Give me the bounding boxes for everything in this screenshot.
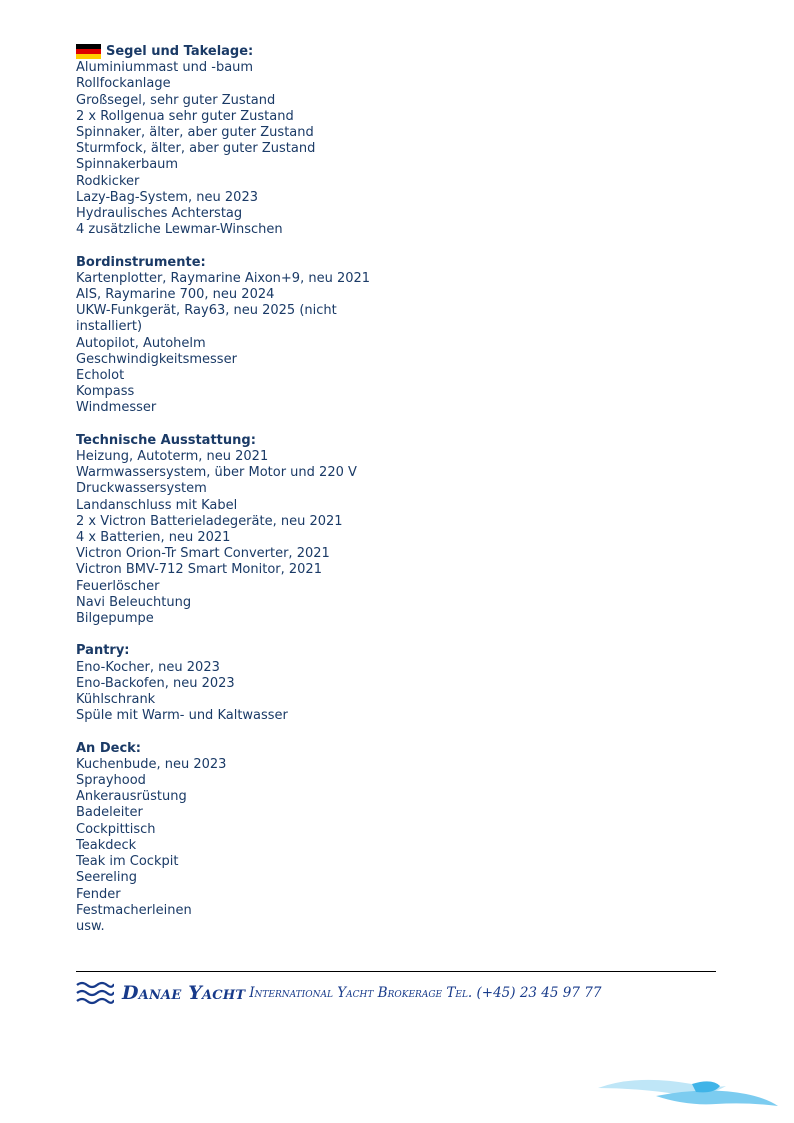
list-item: Großsegel, sehr guter Zustand	[76, 92, 276, 108]
section-sails-rigging	[76, 44, 406, 238]
list-item: Eno-Kocher, neu 2023	[76, 659, 220, 675]
list-item: Hydraulisches Achterstag	[76, 206, 243, 222]
section-instruments	[76, 255, 406, 417]
list-item: Spüle mit Warm- und Kaltwasser	[76, 708, 288, 724]
list-item: Feuerlöscher	[76, 578, 160, 594]
list-item: Kartenplotter, Raymarine Aixon+9, neu 2021	[76, 270, 371, 286]
list-item: Ankerausrüstung	[76, 789, 187, 805]
list-item: Seereling	[76, 870, 138, 886]
section-deck	[76, 741, 406, 935]
list-item: Sturmfock, älter, aber guter Zustand	[76, 141, 316, 157]
wave-watermark-icon	[596, 1076, 780, 1112]
section-heading: An Deck:	[76, 740, 141, 756]
list-item: Victron Orion-Tr Smart Converter, 2021	[76, 546, 330, 562]
german-flag-icon	[76, 44, 101, 59]
list-item: Rollfockanlage	[76, 76, 171, 92]
list-item: Bilgepumpe	[76, 611, 154, 627]
section-heading: Technische Ausstattung:	[76, 432, 256, 448]
list-item: Rodkicker	[76, 173, 140, 189]
footer	[76, 976, 716, 1010]
section-pantry	[76, 643, 406, 724]
list-item: Cockpittisch	[76, 821, 156, 837]
list-item: Fender	[76, 886, 121, 902]
footer-divider	[76, 971, 716, 972]
list-item: usw.	[76, 918, 105, 934]
section-technical	[76, 433, 406, 627]
list-item: Sprayhood	[76, 773, 146, 789]
equipment-list	[76, 44, 406, 951]
list-item: Echolot	[76, 368, 125, 384]
section-heading: Segel und Takelage:	[106, 44, 254, 59]
list-item: Spinnakerbaum	[76, 157, 179, 173]
list-item: Druckwassersystem	[76, 481, 207, 497]
list-item: Eno-Backofen, neu 2023	[76, 675, 235, 691]
list-item: Kühlschrank	[76, 692, 156, 708]
list-item: Geschwindigkeitsmesser	[76, 351, 237, 367]
list-item: Teak im Cockpit	[76, 854, 179, 870]
list-item: Warmwassersystem, über Motor und 220 V	[76, 465, 357, 481]
list-item: Kompass	[76, 384, 135, 400]
list-item: Victron BMV-712 Smart Monitor, 2021	[76, 562, 322, 578]
list-item: Spinnaker, älter, aber guter Zustand	[76, 125, 314, 141]
list-item: Lazy-Bag-System, neu 2023	[76, 189, 258, 205]
list-item: Badeleiter	[76, 805, 143, 821]
list-item: AIS, Raymarine 700, neu 2024	[76, 287, 275, 303]
list-item: Teakdeck	[76, 837, 137, 853]
list-item: 2 x Victron Batterieladegeräte, neu 2021	[76, 513, 343, 529]
list-item: Landanschluss mit Kabel	[76, 497, 238, 513]
section-heading-row	[76, 44, 406, 60]
list-item: Festmacherleinen	[76, 902, 192, 918]
list-item: Navi Beleuchtung	[76, 594, 192, 610]
brand-tagline: International Yacht Brokerage Tel. (+45) 23 45 97 77	[249, 985, 602, 1001]
brand-name: Danae Yacht	[122, 982, 246, 1004]
list-item: Autopilot, Autohelm	[76, 335, 206, 351]
list-item: 4 zusätzliche Lewmar-Winschen	[76, 222, 283, 238]
list-item: Kuchenbude, neu 2023	[76, 756, 227, 772]
list-item: 4 x Batterien, neu 2021	[76, 530, 231, 546]
list-item: Windmesser	[76, 400, 157, 416]
list-item: UKW-Funkgerät, Ray63, neu 2025 (nicht installiert)	[76, 303, 337, 335]
list-item: 2 x Rollgenua sehr guter Zustand	[76, 108, 294, 124]
list-item: Heizung, Autoterm, neu 2021	[76, 449, 269, 465]
section-heading: Bordinstrumente:	[76, 254, 206, 270]
danae-waves-logo-icon	[76, 978, 114, 1008]
list-item: Aluminiummast und -baum	[76, 60, 254, 76]
section-heading: Pantry:	[76, 643, 130, 659]
